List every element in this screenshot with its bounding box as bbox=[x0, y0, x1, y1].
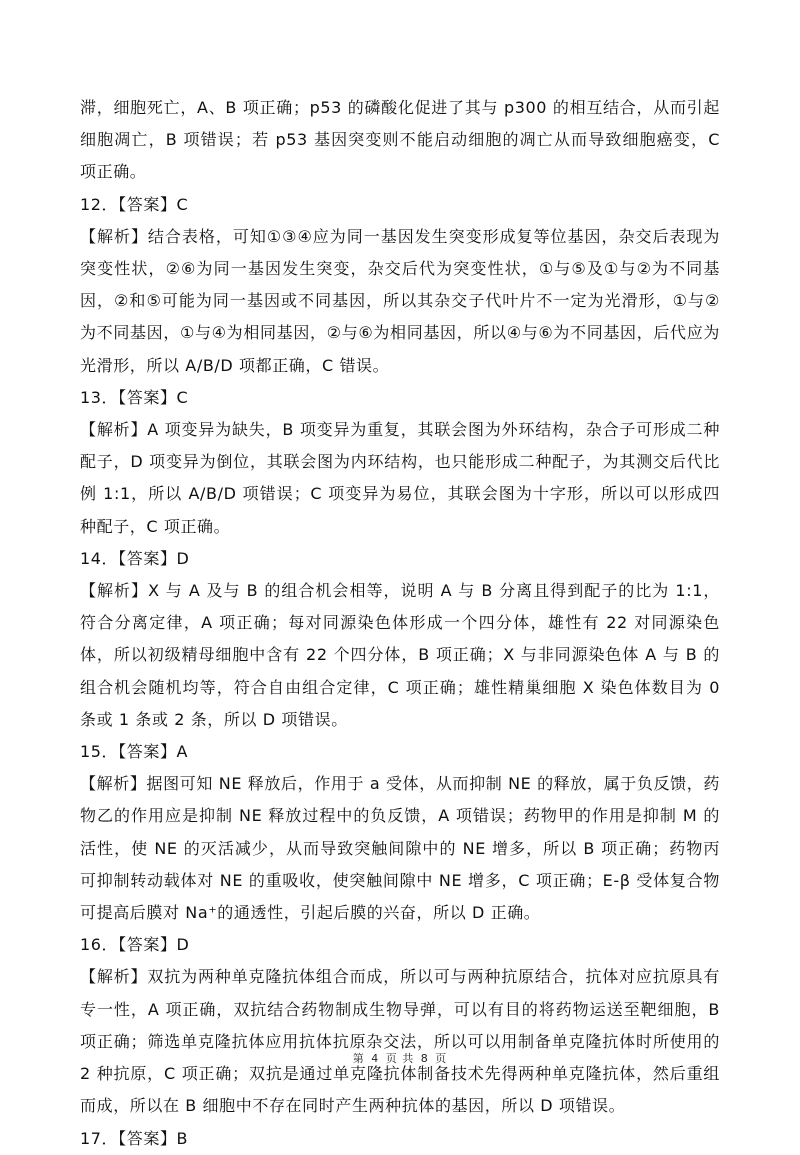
footer-prefix: 第 bbox=[352, 1052, 365, 1065]
answer-line: 13．【答案】C bbox=[80, 387, 189, 407]
footer-middle: 页 共 bbox=[385, 1052, 415, 1065]
answer-line: 16．【答案】D bbox=[80, 935, 190, 955]
analysis-paragraph: 【解析】X 与 A 及与 B 的组合机会相等，说明 A 与 B 分离且得到配子的比为 1:1，符合分离定律，A 项正确；每对同源染色体形成一个四分体，雄性有 22 对同源染色体，所以初级精母细胞中含有 22 个四分体，B 项正确；X 与非同源染色体 A 与 B 的组合机会随机均等，符合自由组合定律，C 项正确；雄性精巢细胞 X 染色体数目为 0 条或 1 条或 2 条，所以 D 项错误。 bbox=[80, 581, 720, 729]
answer-item-14 bbox=[80, 543, 720, 736]
footer-current-page: 4 bbox=[371, 1052, 380, 1065]
answer-line: 17．【答案】B bbox=[80, 1128, 189, 1148]
continuation-paragraph: 滞，细胞死亡，A、B 项正确；p53 的磷酸化促进了其与 p300 的相互结合，从而引起细胞凋亡，B 项错误；若 p53 基因突变则不能启动细胞的凋亡从而导致细胞癌变，C 项正确。 bbox=[80, 98, 720, 182]
answer-item-16 bbox=[80, 929, 720, 1122]
answer-line: 14．【答案】D bbox=[80, 548, 190, 568]
analysis-paragraph: 【解析】A 项变异为缺失，B 项变异为重复，其联会图为外环结构，杂合子可形成二种配子，D 项变异为倒位，其联会图为内环结构，也只能形成二种配子，为其测交后代比例 1:1，所以 A/B/D 项错误；C 项变异为易位，其联会图为十字形，所以可以形成四种配子，C 项正确。 bbox=[80, 420, 720, 536]
footer-suffix: 页 bbox=[435, 1052, 448, 1065]
analysis-paragraph: 【解析】双抗为两种单克隆抗体组合而成，所以可与两种抗原结合，抗体对应抗原具有专一性，A 项正确，双抗结合药物制成生物导弹，可以有目的将药物运送至靶细胞，B 项正确；筛选单克隆抗体应用抗体抗原杂交法，所以可以用制备单克隆抗体时所使用的 2 种抗原，C 项正确；双抗是通过单克隆抗体制备技术先得两种单克隆抗体，然后重组而成，所以在 B 细胞中不存在同时产生两种抗体的基因，所以 D 项错误。 bbox=[80, 967, 720, 1116]
answer-item-15 bbox=[80, 736, 720, 929]
answer-item-17 bbox=[80, 1123, 720, 1155]
analysis-paragraph: 【解析】据图可知 NE 释放后，作用于 a 受体，从而抑制 NE 的释放，属于负反馈，药物乙的作用应是抑制 NE 释放过程中的负反馈，A 项错误；药物甲的作用是抑制 M 的活性，使 NE 的灭活减少，从而导致突触间隙中的 NE 增多，所以 B 项正确；药物丙可抑制转动载体对 NE 的重吸收，使突触间隙中 NE 增多，C 项正确；E-β 受体复合物可提高后膜对 Na⁺的通透性，引起后膜的兴奋，所以 D 正确。 bbox=[80, 774, 720, 923]
page-footer bbox=[0, 1050, 800, 1066]
footer-total-pages: 8 bbox=[420, 1052, 429, 1065]
analysis-paragraph: 【解析】结合表格，可知①③④应为同一基因发生突变形成复等位基因，杂交后表现为突变性状，②⑥为同一基因发生突变，杂交后代为突变性状，①与⑤及①与②为不同基因，②和⑤可能为同一基因或不同基因，所以其杂交子代叶片不一定为光滑形，①与②为不同基因，①与④为相同基因，②与⑥为相同基因，所以④与⑥为不同基因，后代应为光滑形，所以 A/B/D 项都正确，C 错误。 bbox=[80, 226, 720, 375]
answer-item-13 bbox=[80, 382, 720, 543]
answer-line: 12．【答案】C bbox=[80, 194, 189, 214]
answer-item-12 bbox=[80, 189, 720, 382]
answer-line: 15．【答案】A bbox=[80, 742, 189, 762]
answer-document bbox=[80, 92, 720, 1155]
